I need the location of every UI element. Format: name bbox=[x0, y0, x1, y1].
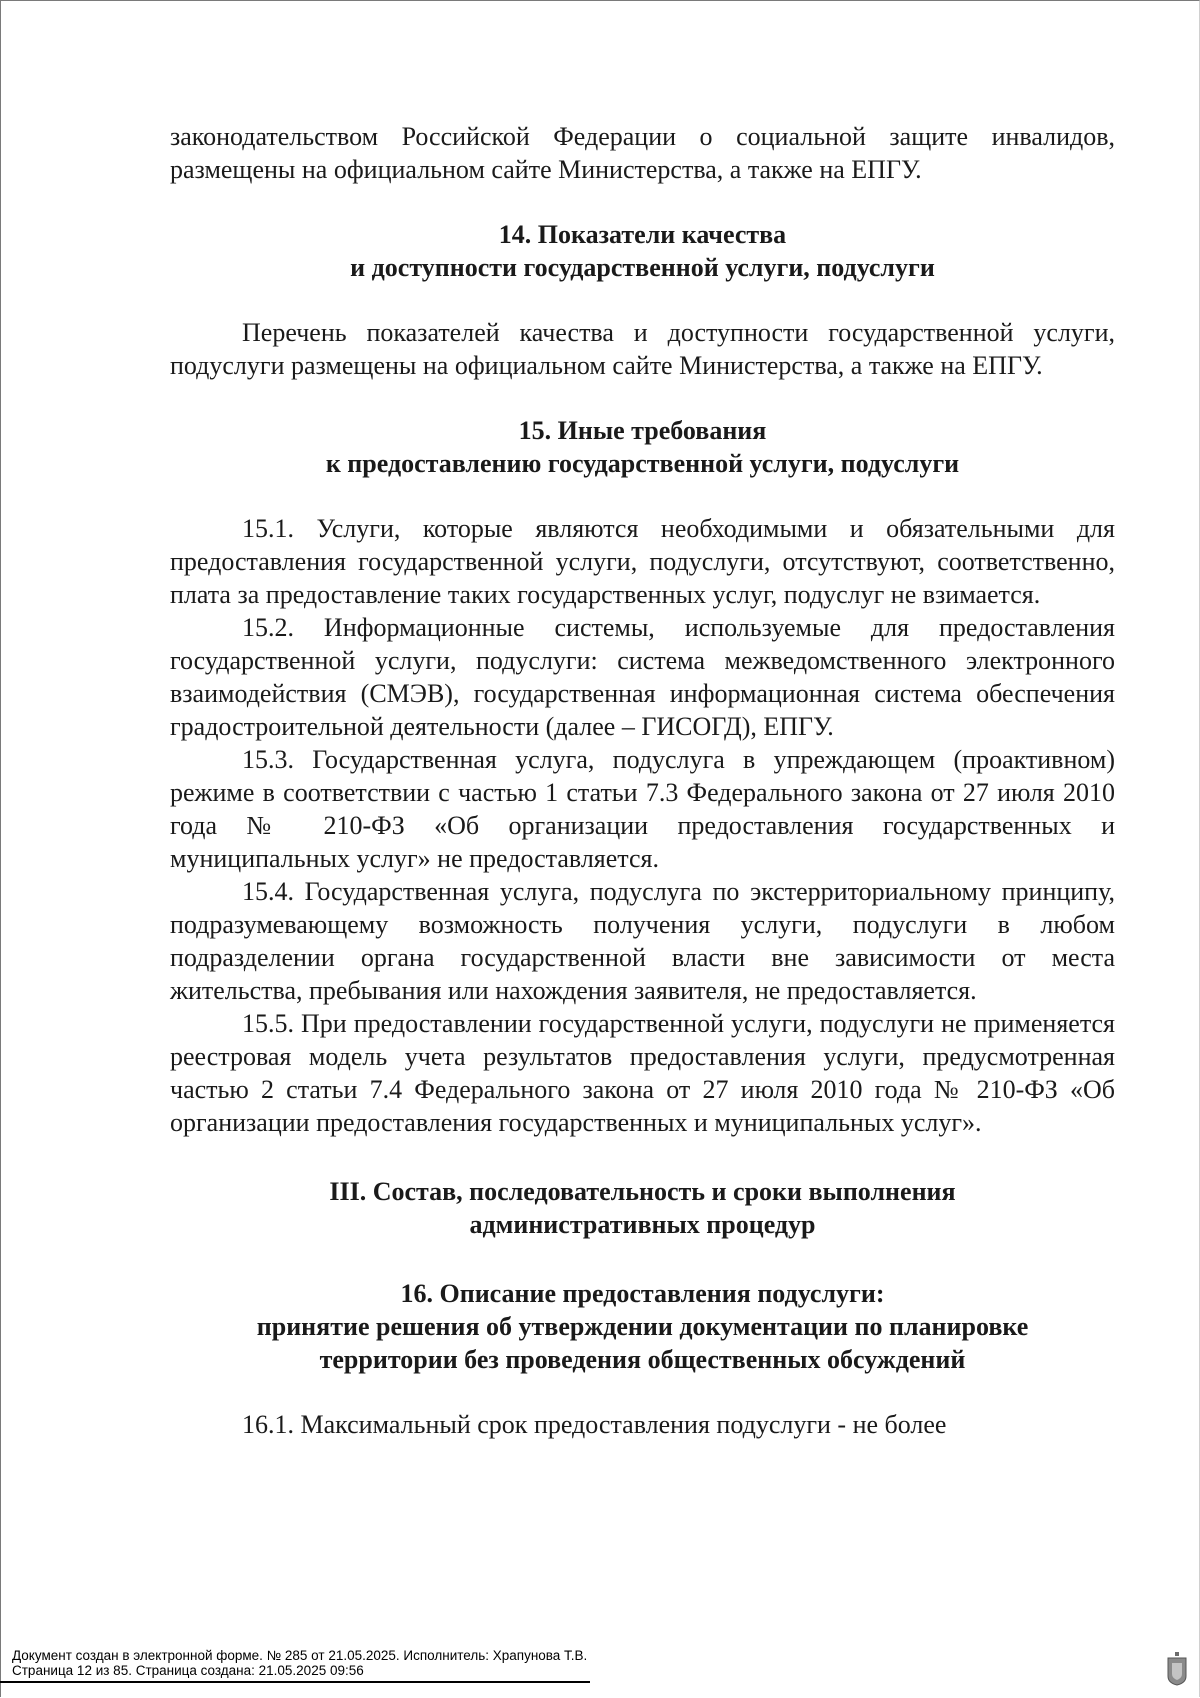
section-14-body: Перечень показателей качества и доступности государственной услуги, подуслуги размещены на официальном сайте Министерства, а также на ЕПГУ. bbox=[170, 318, 1115, 380]
section-16-heading-line-2: принятие решения об утверждении документации по планировке bbox=[256, 1312, 1029, 1341]
section-3-heading-line-2: административных процедур bbox=[469, 1210, 816, 1239]
paragraph-15-2: 15.2. Информационные системы, используемые для предоставления государственной услуги, подуслуги: система межведомственного электронного взаимодействия (СМЭВ), государственная информационная система обеспечения градостроительной деятельности (далее – ГИСОГД), ЕПГУ. bbox=[170, 613, 1115, 741]
section-15-heading-line-2: к предоставлению государственной услуги, подуслуги bbox=[325, 449, 960, 478]
paragraph-16-1: 16.1. Максимальный срок предоставления подуслуги - не более bbox=[242, 1410, 947, 1439]
section-3-heading-line-1: III. Состав, последовательность и сроки выполнения bbox=[329, 1177, 956, 1206]
paragraph-15-4: 15.4. Государственная услуга, подуслуга по экстерриториальному принципу, подразумевающему возможность получения услуги, подуслуги в любом подразделении органа государственной власти вне зависимости от места жительства, пребывания или нахождения заявителя, не предоставляется. bbox=[170, 877, 1115, 1005]
coat-of-arms-icon bbox=[1166, 1650, 1188, 1686]
paragraph-15-3: 15.3. Государственная услуга, подуслуга в упреждающем (проактивном) режиме в соответствии с частью 1 статьи 7.3 Федерального закона от 27 июля 2010 года № 210-ФЗ «Об организации предоставления государственных и муниципальных услуг» не предоставляется. bbox=[170, 745, 1115, 873]
section-16-heading-line-1: 16. Описание предоставления подуслуги: bbox=[400, 1279, 885, 1308]
footer-rule bbox=[0, 1681, 590, 1683]
intro-paragraph: законодательством Российской Федерации о социальной защите инвалидов, размещены на официальном сайте Министерства, а также на ЕПГУ. bbox=[170, 122, 1115, 184]
paragraph-15-5: 15.5. При предоставлении государственной услуги, подуслуги не применяется реестровая модель учета результатов предоставления услуги, предусмотренная частью 2 статьи 7.4 Федерального закона от 27 июля 2010 года № 210-ФЗ «Об организации предоставления государственных и муниципальных услуг». bbox=[170, 1009, 1115, 1137]
section-14-heading-line-1: 14. Показатели качества bbox=[498, 220, 787, 249]
section-16-heading-line-3: территории без проведения общественных обсуждений bbox=[319, 1345, 966, 1374]
section-15-heading-line-1: 15. Иные требования bbox=[518, 416, 767, 445]
footer-line-2: Страница 12 из 85. Страница создана: 21.05.2025 09:56 bbox=[12, 1663, 364, 1678]
paragraph-15-1: 15.1. Услуги, которые являются необходимыми и обязательными для предоставления государственной услуги, подуслуги, отсутствуют, соответственно, плата за предоставление таких государственных услуг, подуслуг не взимается. bbox=[170, 514, 1115, 609]
document-footer bbox=[12, 1648, 587, 1678]
document-page bbox=[170, 120, 1115, 1441]
footer-line-1: Документ создан в электронной форме. № 285 от 21.05.2025. Исполнитель: Храпунова Т.В. bbox=[12, 1648, 588, 1663]
section-14-heading-line-2: и доступности государственной услуги, подуслуги bbox=[350, 253, 935, 282]
